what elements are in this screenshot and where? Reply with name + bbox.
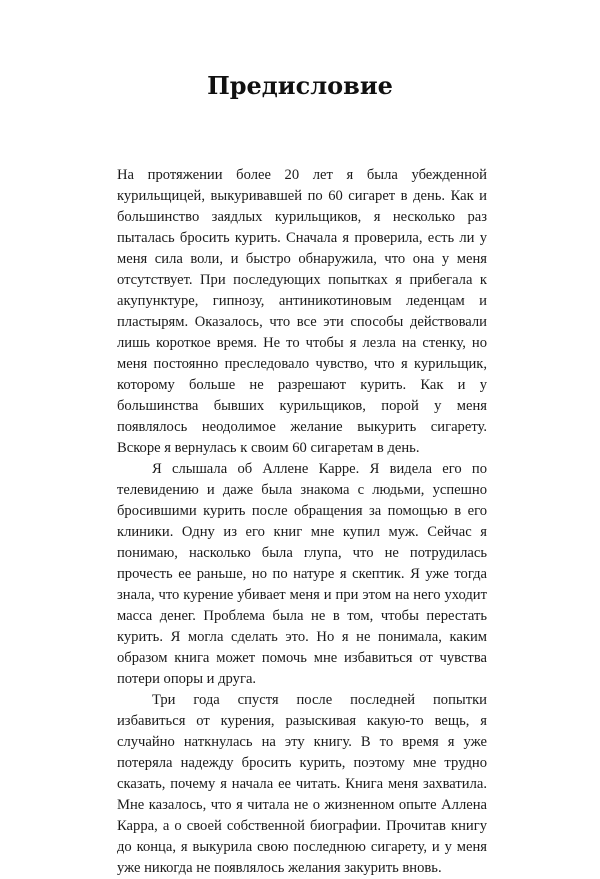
paragraph-2: Я слышала об Аллене Карре. Я видела его по телевидению и даже была знакома с людьми, успешно бросившими курить после обращения за помощью в его клиники. Одну из его книг мне купил муж. Сейчас я понимаю, насколько была глупа, что не потрудилась прочесть ее раньше, но по натуре я скептик. Я уже тогда знала, что курение убивает меня и при этом на него уходит масса денег. Проблема была не в том, чтобы перестать курить. Я могла сделать это. Но я не понимала, каким образом книга может помочь мне избавиться от чувства потери опоры и друга.	[117, 461, 487, 687]
paragraph-3: Три года спустя после последней попытки избавиться от курения, разыскивая какую-то вещь, я случайно наткнулась на эту книгу. В то время я уже потеряла надежду бросить курить, поэтому мне трудно сказать, почему я начала ее читать. Книга меня захватила. Мне казалось, что я читала не о жизненном опыте Аллена Карра, а о своей собственной биографии. Прочитав книгу до конца, я выкурила свою последнюю сигарету, и у меня уже никогда не появлялось желания закурить вновь.	[117, 692, 487, 876]
body-text	[117, 165, 487, 879]
page-title: Предисловие	[207, 71, 393, 100]
paragraph-1: На протяжении более 20 лет я была убежденной курильщицей, выкуривавшей по 60 сигарет в день. Как и большинство заядлых курильщиков, я несколько раз пыталась бросить курить. Сначала я проверила, есть ли у меня сила воли, и быстро обнаружила, что она у меня отсутствует. При последующих попытках я прибегала к акупунктуре, гипнозу, антиникотиновым леденцам и пластырям. Оказалось, что все эти способы действовали лишь короткое время. Не то чтобы я лезла на стенку, но меня постоянно преследовало чувство, что я курильщик, которому больше не разрешают курить. Как и у большинства бывших курильщиков, порой у меня появлялось неодолимое желание выкурить сигарету. Вскоре я вернулась к своим 60 сигаретам в день.	[117, 167, 487, 456]
